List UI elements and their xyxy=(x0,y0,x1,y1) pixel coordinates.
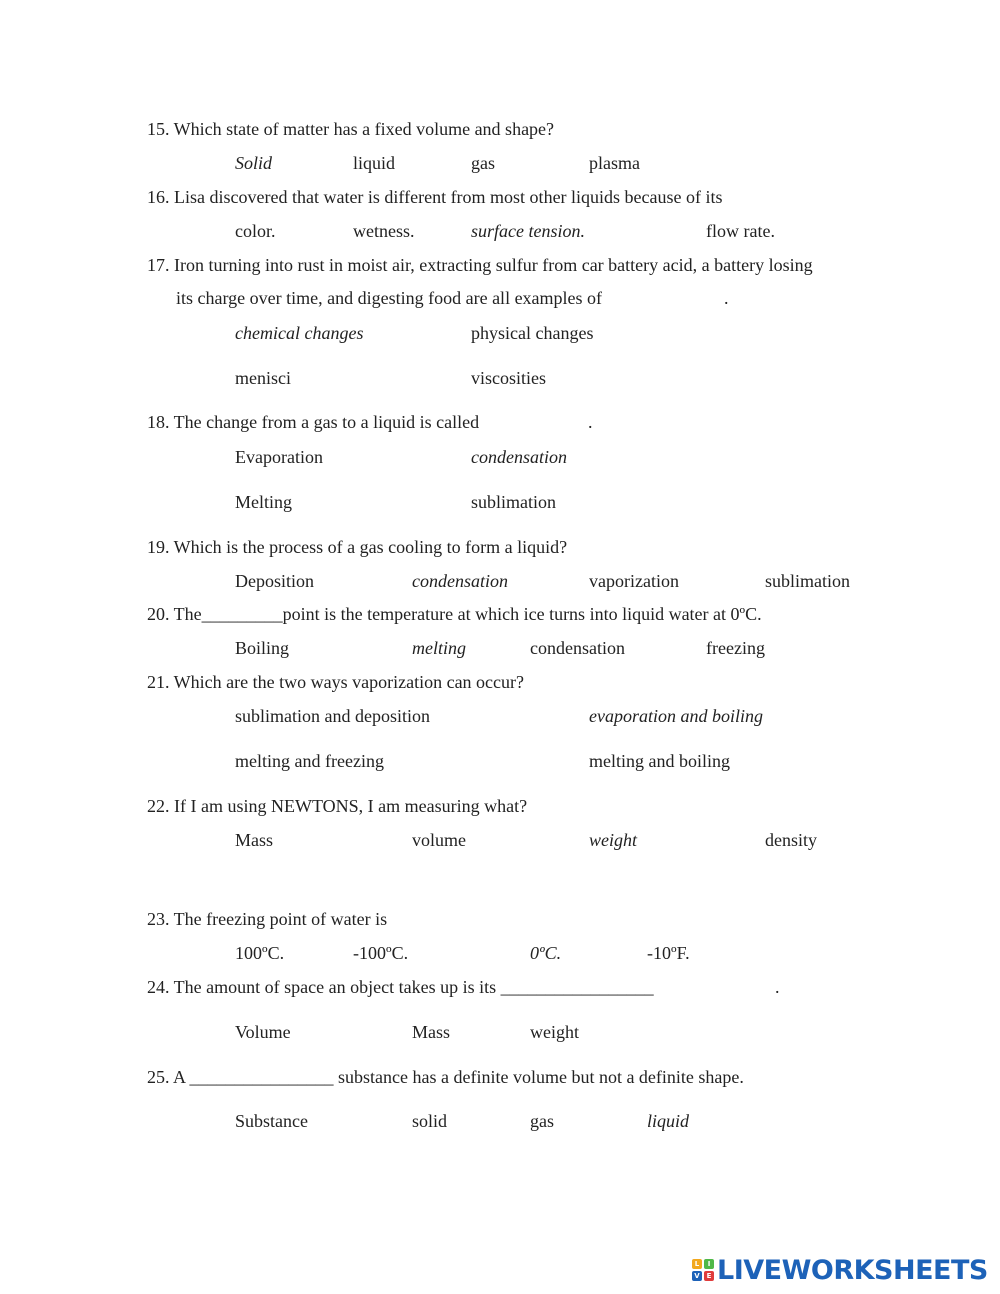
q25-option-b: solid xyxy=(412,1111,448,1131)
q21-option-c: melting and freezing xyxy=(235,751,384,771)
liveworksheets-logo xyxy=(692,1254,988,1286)
logo-icon xyxy=(692,1259,714,1281)
question-24-stem: 24. The amount of space an object takes up is its _________________ xyxy=(147,977,654,997)
q19-option-b: condensation xyxy=(412,571,508,591)
q17-option-d: viscosities xyxy=(471,368,546,388)
q23-option-c: 0ºC. xyxy=(530,943,562,963)
q16-option-a: color. xyxy=(235,221,276,241)
q17-option-c: menisci xyxy=(235,368,291,388)
logo-text: LIVEWORKSHEETS xyxy=(717,1254,988,1286)
q20-option-b: melting xyxy=(412,638,466,658)
q23-option-d: -10ºF. xyxy=(647,943,690,963)
q17-blank-period: . xyxy=(724,288,729,308)
question-20-stem: 20. The_________point is the temperature at which ice turns into liquid water at 0ºC. xyxy=(147,604,762,624)
q18-option-b: condensation xyxy=(471,447,567,467)
question-25-stem: 25. A ________________ substance has a definite volume but not a definite shape. xyxy=(147,1067,744,1087)
q20-option-c: condensation xyxy=(530,638,625,658)
q15-option-a: Solid xyxy=(235,153,273,173)
q21-option-a: sublimation and deposition xyxy=(235,706,430,726)
q21-option-d: melting and boiling xyxy=(589,751,730,771)
q23-option-a: 100ºC. xyxy=(235,943,285,963)
q20-option-a: Boiling xyxy=(235,638,290,658)
q18-blank-period: . xyxy=(588,412,593,432)
q22-option-c: weight xyxy=(589,830,637,850)
q22-option-b: volume xyxy=(412,830,466,850)
q25-option-d: liquid xyxy=(647,1111,690,1131)
q15-option-c: gas xyxy=(471,153,495,173)
q15-option-b: liquid xyxy=(353,153,396,173)
q24-option-a: Volume xyxy=(235,1022,291,1042)
q15-option-d: plasma xyxy=(589,153,640,173)
logo-tile-e: E xyxy=(704,1271,714,1281)
question-21-stem: 21. Which are the two ways vaporization can occur? xyxy=(147,672,525,692)
question-17-stem-line2: its charge over time, and digesting food are all examples of xyxy=(176,288,603,308)
q24-option-b: Mass xyxy=(412,1022,451,1042)
question-15-stem: 15. Which state of matter has a fixed volume and shape? xyxy=(147,119,555,139)
q22-option-a: Mass xyxy=(235,830,274,850)
logo-tile-l: L xyxy=(692,1259,702,1269)
logo-tile-v: V xyxy=(692,1271,702,1281)
q19-option-d: sublimation xyxy=(765,571,850,591)
q18-option-a: Evaporation xyxy=(235,447,323,467)
q25-option-c: gas xyxy=(530,1111,554,1131)
question-18-stem: 18. The change from a gas to a liquid is called xyxy=(147,412,480,432)
q24-option-c: weight xyxy=(530,1022,579,1042)
q18-option-d: sublimation xyxy=(471,492,556,512)
question-23-stem: 23. The freezing point of water is xyxy=(147,909,388,929)
question-22-stem: 22. If I am using NEWTONS, I am measuring what? xyxy=(147,796,528,816)
question-19-stem: 19. Which is the process of a gas cooling to form a liquid? xyxy=(147,537,568,557)
q17-option-a: chemical changes xyxy=(235,323,364,343)
q19-option-a: Deposition xyxy=(235,571,314,591)
q20-option-d: freezing xyxy=(706,638,765,658)
q24-blank-period: . xyxy=(775,977,780,997)
q16-option-d: flow rate. xyxy=(706,221,775,241)
q16-option-c: surface tension. xyxy=(471,221,585,241)
logo-tile-i: I xyxy=(704,1259,714,1269)
q23-option-b: -100ºC. xyxy=(353,943,409,963)
q25-option-a: Substance xyxy=(235,1111,308,1131)
q21-option-b: evaporation and boiling xyxy=(589,706,763,726)
q19-option-c: vaporization xyxy=(589,571,679,591)
q16-option-b: wetness. xyxy=(353,221,415,241)
question-16-stem: 16. Lisa discovered that water is different from most other liquids because of its xyxy=(147,187,723,207)
q17-option-b: physical changes xyxy=(471,323,594,343)
question-17-stem-line1: 17. Iron turning into rust in moist air, extracting sulfur from car battery acid, a battery losing xyxy=(147,255,813,275)
q22-option-d: density xyxy=(765,830,817,850)
q18-option-c: Melting xyxy=(235,492,292,512)
